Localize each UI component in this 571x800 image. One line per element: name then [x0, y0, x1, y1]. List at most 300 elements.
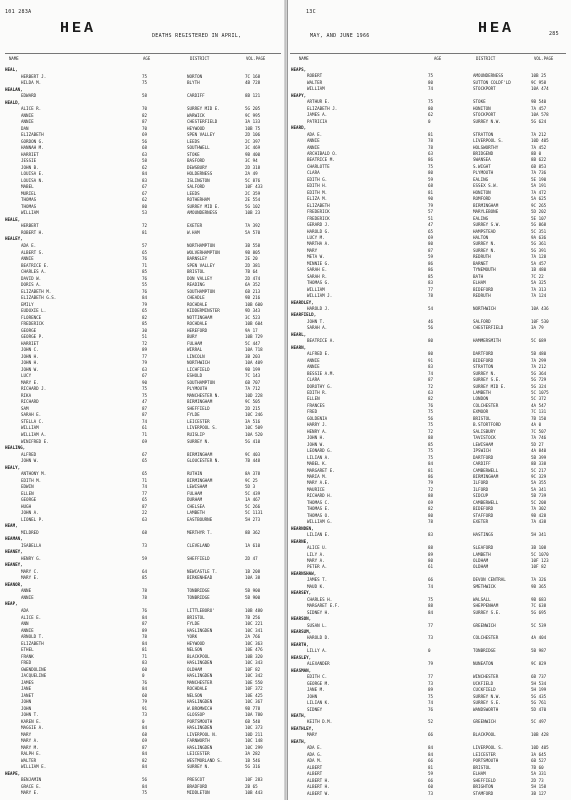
entry-district: PRESCOT [187, 777, 205, 783]
entry-vol-page: 9C 403 [245, 451, 261, 457]
entry-forename: ALBERT H. [307, 784, 330, 790]
surname-text: HEAP, [5, 601, 18, 607]
entry-forename: WALTER [21, 757, 37, 763]
entry-district: SALISBURY [473, 428, 496, 434]
entry-vol-page: 10C 343 [245, 660, 263, 666]
entry-vol-page: 4A 547 [531, 402, 547, 408]
entry-age: 71 [142, 477, 148, 483]
entry-forename: HANNAH M. [21, 145, 44, 151]
entry-forename: ANNIE [307, 144, 320, 150]
entry-forename: MARY E. [21, 379, 39, 385]
entry-forename: THOMAS [21, 203, 37, 209]
entry-forename: CHARLOTTE [307, 163, 330, 169]
entry-age: 30 [142, 327, 148, 333]
entry-district: HASTINGS [473, 532, 494, 538]
entry-forename: ANNIE [21, 594, 34, 600]
entry-district: SUTTON COLDF'LD [473, 79, 511, 85]
right-col-district: DISTRICT [476, 56, 496, 61]
entry-forename: MARTHA A. [307, 241, 330, 247]
entry-forename: ADA [21, 607, 29, 613]
entry-district: SOUTHAMPTON [187, 288, 215, 294]
entry-vol-page: 5G 435 [531, 693, 547, 699]
entry-forename: ALFRED [21, 451, 37, 457]
entry-district: SURREY MID E. [473, 383, 506, 389]
entry-age: 61 [428, 564, 434, 570]
entry-age: 88 [428, 493, 434, 499]
entry-vol-page: 7B 64 [245, 269, 258, 275]
entry-age: 69 [428, 234, 434, 240]
entry-forename: MARY [21, 731, 32, 737]
entry-forename: ALBERT S. [21, 249, 44, 255]
entry-age: 59 [142, 555, 148, 561]
entry-age: 83 [428, 280, 434, 286]
entry-district: REDRUTH [473, 254, 491, 260]
entry-age: 60 [142, 666, 148, 672]
entry-age: 76 [142, 275, 148, 281]
entry-age: 72 [428, 486, 434, 492]
entry-forename: ADA E. [307, 745, 323, 751]
left-col-vol: VOL.PAGE [246, 56, 266, 61]
entry-district: SLEAFORD [473, 545, 494, 551]
entry-vol-page: 10A 578 [531, 112, 549, 118]
entry-vol-page: 7B 60 [531, 764, 544, 770]
entry-vol-page: 7A 438 [531, 519, 547, 525]
entry-district: RUISLIP [187, 432, 205, 437]
entry-age: 72 [142, 223, 148, 229]
entry-vol-page: 5C 447 [245, 340, 261, 346]
entry-district: COLCHESTER [473, 635, 499, 641]
entry-vol-page: 4A 840 [531, 448, 547, 454]
entry-forename: BEATRICE M. [307, 157, 335, 163]
entry-forename: ANNIE [21, 627, 34, 633]
entry-forename: JOHN [21, 699, 32, 705]
entry-forename: WILLIAM E. [21, 764, 47, 770]
entry-forename: LUCY [21, 373, 32, 379]
surname-text: HEASLEY, [291, 654, 312, 660]
entry-vol-page: 7C 131 [531, 409, 547, 415]
surname-text: HEARNSHAW, [291, 570, 317, 576]
entry-vol-page: 5G 205 [245, 106, 261, 112]
entry-vol-page: 9B 216 [245, 295, 261, 301]
entry-age: 66 [428, 758, 434, 764]
entry-vol-page: 10E 425 [245, 692, 263, 698]
entry-forename: HARRIET [21, 340, 39, 346]
entry-district: TONBRIDGE [187, 588, 210, 594]
entry-district: NORTON [187, 73, 203, 79]
entry-age: 74 [142, 418, 148, 424]
entry-vol-page: 5B 399 [531, 454, 547, 460]
entry-district: SOUTHWELL [187, 145, 210, 151]
entry-age: 75 [428, 596, 434, 602]
entry-forename: MAUD K. [307, 583, 325, 589]
entry-age: 54 [428, 306, 434, 312]
entry-forename: ALICE U. [307, 545, 328, 551]
entry-district: SPEN VALLEY [187, 262, 215, 268]
entry-vol-page: 7A 392 [245, 223, 261, 229]
entry-age: 51 [428, 215, 434, 221]
entry-district: WINCHESTER [473, 674, 499, 680]
entry-district: WESTMORLAND S. [187, 757, 223, 763]
right-col-age: AGE [434, 56, 442, 61]
entry-district: AMOUNDERNESS [187, 210, 218, 216]
entry-age: 76 [142, 256, 148, 262]
entry-forename: LILIAN E. [307, 532, 330, 538]
entry-forename: EMILY [21, 301, 34, 307]
entry-forename: ALICE E. [21, 614, 42, 620]
entry-district: SURREY N. [473, 370, 496, 376]
entry-age: 65 [142, 497, 148, 503]
entry-forename: FREDERICK [307, 215, 330, 221]
entry-district: BIRKENHEAD [187, 575, 213, 581]
entry-vol-page: 6B 213 [245, 288, 261, 294]
entry-vol-page: 7A 299 [531, 357, 547, 363]
entry-district: SHEPPENHAM [473, 603, 499, 609]
entry-age: 73 [428, 790, 434, 796]
entry-district: REDRUTH [473, 293, 491, 299]
entry-district: FULHAM [187, 490, 203, 496]
entry-forename: LILLY A. [307, 648, 328, 654]
entry-district: ILFORD [473, 486, 489, 492]
entry-district: DARTFORD [473, 351, 494, 357]
entry-vol-page: 1B 480 [531, 267, 547, 273]
entry-forename: ANNIE [307, 357, 320, 363]
entry-age: 80 [428, 241, 434, 247]
entry-forename: HENRY A. [307, 428, 328, 434]
entry-vol-page: 5C 439 [245, 490, 261, 496]
entry-vol-page: 2D 474 [245, 275, 261, 281]
entry-age: 79 [428, 202, 434, 208]
entry-district: EXMOOR [473, 409, 489, 415]
entry-vol-page: 6B 527 [531, 758, 547, 764]
entry-age: 84 [142, 764, 148, 770]
entry-age: 76 [428, 706, 434, 712]
entry-district: BARNET [473, 260, 489, 266]
entry-age: 80 [428, 79, 434, 85]
entry-age: 88 [428, 435, 434, 441]
entry-forename: HAROLD D. [307, 635, 330, 641]
entry-district: BURY [187, 334, 198, 340]
entry-district: BATH [473, 273, 484, 279]
entry-vol-page: 9B 683 [531, 596, 547, 602]
entry-forename: RALPH E. [21, 751, 42, 757]
entry-district: NELSON [187, 647, 203, 653]
entry-vol-page: 3C 94 [245, 158, 258, 164]
entry-forename: MURIEL [21, 190, 37, 196]
entry-forename: GEORGE [21, 497, 37, 503]
entry-vol-page: 10D 405 [531, 745, 549, 751]
entry-district: BIRMINGHAM [187, 399, 213, 405]
surname-text: HEARFIELD, [291, 312, 317, 318]
entry-vol-page: 10C 341 [245, 627, 263, 633]
entry-age: 87 [142, 744, 148, 750]
entry-forename: JOHN H. [307, 435, 325, 441]
entry-age: 81 [428, 764, 434, 770]
entry-age: 78 [428, 519, 434, 525]
entry-district: CARDIFF [473, 461, 491, 467]
entry-district: SIDCUP [473, 493, 489, 499]
entry-forename: JACQUELINE [21, 673, 47, 679]
entry-vol-page: 9B 365 [531, 583, 547, 589]
entry-forename: WILLIAM [21, 210, 39, 216]
surname-text: HEATHLEY, [291, 725, 314, 731]
entry-vol-page: 7A 212 [531, 131, 547, 137]
entry-forename: SIDNEY H. [307, 609, 330, 615]
entry-vol-page: 10B 604 [245, 321, 263, 327]
entry-vol-page: 2D 215 [245, 405, 261, 411]
left-page-title: HEA [60, 20, 97, 37]
entry-district: BIRMINGHAM [473, 202, 499, 208]
entry-age: 91 [428, 357, 434, 363]
entry-vol-page: 8A 378 [245, 471, 261, 477]
entry-vol-page: 5A 325 [531, 280, 547, 286]
entry-forename: SARAH R. [307, 273, 328, 279]
entry-age: 57 [428, 209, 434, 215]
entry-forename: ADA E. [21, 242, 37, 248]
entry-district: STAFFORD [473, 512, 494, 518]
entry-district: SURREY N. [187, 764, 210, 770]
entry-vol-page: 7A 128 [531, 254, 547, 260]
entry-age: 75 [428, 693, 434, 699]
entry-forename: GERARD J. [307, 222, 330, 228]
entry-forename: JOHN H. [21, 353, 39, 359]
entry-forename: ANNIE [21, 112, 34, 118]
entry-age: 86 [428, 157, 434, 163]
entry-district: NORTHWICH [187, 360, 210, 366]
entry-district: SURREY S.E. [473, 609, 501, 615]
entry-district: LAMBETH [473, 551, 491, 557]
entry-age: 66 [428, 777, 434, 783]
entry-vol-page: 5C 539 [531, 622, 547, 628]
entry-forename: WILLIAM J. [307, 293, 333, 299]
entry-age: 88 [428, 545, 434, 551]
entry-district: BIDEFORD [473, 506, 494, 512]
entry-district: STOCKPORT [473, 86, 496, 92]
entry-age: 73 [142, 542, 148, 548]
entry-vol-page: 10C 363 [245, 640, 263, 646]
entry-vol-page: 5B 987 [531, 648, 547, 654]
entry-age: 79 [428, 661, 434, 667]
surname-text: HEAMAN, [5, 536, 23, 542]
entry-age: 69 [428, 499, 434, 505]
entry-district: SURREY N. [187, 438, 210, 444]
entry-vol-page: 10F 82 [531, 564, 547, 570]
entry-forename: JOHN C. [21, 347, 39, 353]
entry-age: 76 [428, 402, 434, 408]
entry-forename: WILLIAM [307, 86, 325, 92]
entry-vol-page: 3B 558 [245, 242, 261, 248]
entry-forename: MAGGIE A. [21, 725, 44, 731]
entry-age: 84 [142, 686, 148, 692]
entry-age: 75 [428, 454, 434, 460]
entry-district: YORK [187, 634, 198, 640]
entry-forename: KAREN E. [21, 718, 42, 724]
entry-forename: JOHN T. [21, 712, 39, 718]
entry-forename: JANE M. [307, 687, 325, 693]
entry-vol-page: 7A 302 [531, 506, 547, 512]
surname-text: HEAPY, [291, 92, 307, 98]
surname-text: HEARSEY, [291, 590, 312, 596]
entry-forename: EDWIN [21, 484, 34, 490]
entry-age: 79 [142, 301, 148, 307]
entry-district: WALSALL [473, 596, 491, 602]
entry-age: 59 [428, 771, 434, 777]
entry-vol-page: 5A 570 [245, 229, 261, 235]
entry-forename: LOUISA N. [21, 177, 44, 183]
entry-district: LIVERPOOL S. [473, 745, 504, 751]
entry-forename: JESSIE [21, 158, 37, 164]
entry-forename: GRACE E. [21, 783, 42, 789]
entry-forename: HAROLD G. [307, 228, 330, 234]
entry-district: CLEVELAND [187, 542, 210, 548]
entry-age: 68 [142, 731, 148, 737]
entry-district: SURREY S.W. [473, 222, 501, 228]
entry-age: 83 [142, 660, 148, 666]
entry-vol-page: 5H 534 [531, 680, 547, 686]
entry-age: 84 [142, 171, 148, 177]
entry-vol-page: 10C 373 [245, 725, 263, 731]
surname-text: HEALAN, [5, 86, 23, 92]
entry-vol-page: 5C 1070 [531, 551, 549, 557]
entry-district: W.HAM [187, 229, 200, 235]
entry-age: 68 [428, 183, 434, 189]
surname-text: HEANEY, [5, 562, 23, 568]
entry-district: HAMPSTEAD [473, 228, 496, 234]
surname-text: HEARD, [291, 125, 307, 131]
entry-forename: ALEXANDER [307, 661, 330, 667]
entry-age: 87 [142, 503, 148, 509]
entry-forename: KEITH D.M. [307, 719, 333, 725]
entry-age: 73 [142, 712, 148, 718]
entry-age: 68 [142, 145, 148, 151]
entry-forename: ELIZABETH [307, 202, 330, 208]
entry-district: HASLINGDEN [187, 699, 213, 705]
entry-vol-page: 5C 689 [531, 338, 547, 344]
entry-age: 84 [428, 751, 434, 757]
entry-district: MERTHYR T. [187, 529, 213, 535]
entry-age: 69 [142, 738, 148, 744]
entry-district: S.WIGHT [473, 163, 491, 169]
entry-forename: ALBERT [307, 764, 323, 770]
entry-age: 60 [428, 784, 434, 790]
right-header-rule [290, 53, 566, 54]
entry-forename: SARAH A. [307, 325, 328, 331]
entry-forename: PATRICIA [307, 118, 328, 124]
entry-district: LAMBETH [187, 510, 205, 516]
entry-age: 79 [428, 480, 434, 486]
entry-forename: LILY A. [307, 551, 325, 557]
entry-vol-page: 10F 530 [531, 318, 549, 324]
entry-age: 79 [142, 360, 148, 366]
entry-district: LIVERPOOL S. [187, 425, 218, 431]
entry-vol-page: 1B 208 [245, 568, 261, 574]
entry-age: 72 [142, 340, 148, 346]
entry-vol-page: 5C 876 [245, 177, 261, 183]
entry-age: 74 [428, 583, 434, 589]
entry-vol-page: 5G 391 [531, 247, 547, 253]
entry-forename: WALTER [307, 79, 323, 85]
entry-vol-page: 9A 636 [531, 234, 547, 240]
entry-district: ROCHDALE [187, 686, 208, 692]
surname-text: HEAM, [5, 523, 18, 529]
entry-vol-page: 2E 554 [245, 197, 261, 203]
entry-district: HEREFORD [187, 327, 208, 333]
entry-district: STRATTON [473, 364, 494, 370]
entry-age: 84 [428, 461, 434, 467]
entry-vol-page: 5C 497 [531, 719, 547, 725]
entry-district: BRISTOL [187, 269, 205, 275]
entry-district: HASLINGDEN [187, 673, 213, 679]
entry-vol-page: 9D 343 [245, 308, 261, 314]
entry-vol-page: 10B 443 [245, 790, 263, 796]
entry-district: BRIDGEND [473, 150, 494, 156]
entry-age: 87 [428, 247, 434, 253]
surname-text: HEATH, [291, 738, 307, 744]
entry-vol-page: 7A 452 [531, 144, 547, 150]
entry-age: 80 [428, 557, 434, 563]
entry-age: 63 [142, 516, 148, 522]
entry-vol-page: 10C 342 [245, 673, 263, 679]
entry-age: 75 [428, 99, 434, 105]
surname-text: HEALEY, [5, 236, 23, 242]
entry-forename: FRANCES [307, 402, 325, 408]
entry-vol-page: 5H 158 [531, 784, 547, 790]
entry-vol-page: 5B 900 [245, 588, 261, 594]
entry-forename: STELLA C. [21, 418, 44, 424]
entry-vol-page: 5C 1075 [531, 390, 549, 395]
entry-age: 59 [428, 176, 434, 182]
entry-age: 86 [428, 473, 434, 479]
entry-vol-page: 8B 338 [531, 461, 547, 467]
entry-district: OLDHAM [187, 666, 203, 672]
entry-district: OLDHAM [473, 564, 489, 570]
entry-forename: MILDRED [21, 529, 39, 535]
entry-forename: ROBERT H. [21, 229, 44, 235]
entry-forename: LOUISA E. [21, 171, 44, 177]
surname-text: HEALY, [5, 464, 21, 470]
entry-district: PORTSMOUTH [187, 718, 213, 724]
entry-age: 75 [142, 80, 148, 86]
entry-vol-page: 5G 761 [531, 700, 547, 706]
surname-text: HEARDLEY, [291, 299, 314, 305]
entry-forename: MARY E. [21, 575, 39, 581]
entry-age: 70 [142, 106, 148, 112]
entry-age: 83 [428, 532, 434, 538]
entry-vol-page: 9B 540 [531, 99, 547, 105]
entry-vol-page: 2B 65 [245, 783, 258, 789]
entry-age: 85 [428, 273, 434, 279]
entry-district: HEYWOOD [187, 640, 205, 646]
entry-district: EASTBOURNE [187, 516, 213, 522]
entry-age: 0 [428, 648, 431, 654]
entry-vol-page: 10E 550 [245, 679, 263, 685]
right-col-vol: VOL.PAGE [534, 56, 554, 61]
entry-forename: HERBERT J. [21, 73, 47, 79]
entry-vol-page: 7A 746 [531, 435, 547, 441]
entry-forename: SAM [21, 405, 29, 411]
entry-age: 78 [142, 594, 148, 600]
surname-text: HEASMAN, [291, 667, 312, 673]
entry-forename: ALBERT [307, 771, 323, 777]
entry-vol-page: 5G 729 [531, 377, 547, 383]
entry-vol-page: 10F 123 [531, 557, 549, 563]
entry-age: 86 [428, 267, 434, 273]
entry-district: ROCHDALE [187, 321, 208, 327]
entry-vol-page: 7B 256 [245, 614, 261, 620]
entry-age: 71 [142, 432, 148, 437]
left-col-name: NAME [9, 56, 19, 61]
entry-forename: LIONEL P. [21, 516, 44, 522]
entry-age: 47 [142, 399, 148, 405]
